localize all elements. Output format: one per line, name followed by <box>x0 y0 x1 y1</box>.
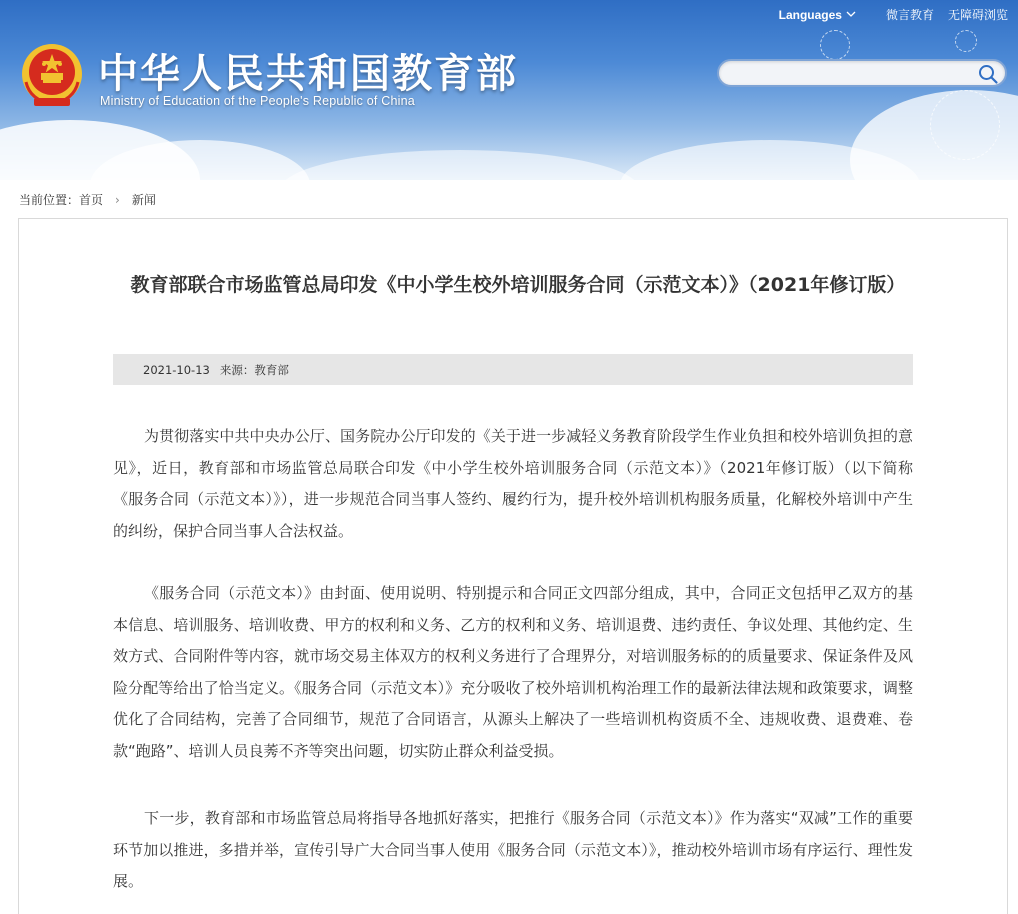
national-emblem-icon <box>20 42 84 110</box>
breadcrumb <box>19 191 156 208</box>
site-title[interactable]: 中华人民共和国教育部 <box>98 51 518 97</box>
article-meta <box>113 354 913 385</box>
breadcrumb-label: 当前位置： <box>19 193 80 207</box>
breadcrumb-home[interactable]: 首页 <box>79 193 104 207</box>
chevron-right-icon: › <box>115 192 120 207</box>
site-subtitle: Ministry of Education of the People's Republic of China <box>100 94 415 108</box>
search-box <box>717 59 1007 87</box>
languages-label: Languages <box>778 7 842 22</box>
top-links <box>779 6 1008 23</box>
site-header <box>0 0 1018 180</box>
dandelion-decoration <box>955 30 977 52</box>
languages-dropdown[interactable] <box>779 8 856 22</box>
article-paragraph: 下一步，教育部和市场监管总局将指导各地抓好落实，把推行《服务合同（示范文本）》作为落实“双减”工作的重要环节加以推进，多措并举，宣传引导广大合同当事人使用《服务合同（示范文本）》，推动校外培训市场有序运行、理性发展。 <box>113 809 913 890</box>
weixin-link[interactable]: 微言教育 <box>885 8 934 22</box>
breadcrumb-current[interactable]: 新闻 <box>131 193 156 207</box>
article-paragraph: 《服务合同（示范文本）》由封面、使用说明、特别提示和合同正文四部分组成，其中，合同正文包括甲乙双方的基本信息、培训服务、培训收费、甲方的权利和义务、乙方的权利和义务、培训退费、违约责任、争议处理、其他约定、生效方式、合同附件等内容，就市场交易主体双方的权利义务进行了合理界分，对培训服务标的的质量要求、保证条件及风险分配等给出了恰当定义。《服务合同（示范文本）》充分吸收了校外培训机构治理工作的最新法律法规和政策要求，调整优化了合同结构，完善了合同细节，规范了合同语言，从源头上解决了一些培训机构资质不全、违规收费、退费难、卷款“跑路”、培训人员良莠不齐等突出问题，切实防止群众利益受损。 <box>113 584 913 760</box>
cloud-decoration <box>280 150 640 180</box>
article-date: 2021-10-13 <box>143 362 210 377</box>
dandelion-decoration <box>820 30 850 60</box>
chevron-down-icon <box>846 11 856 18</box>
article-source: 来源：教育部 <box>219 362 289 377</box>
accessibility-link[interactable]: 无障碍浏览 <box>947 8 1008 22</box>
search-icon[interactable] <box>977 63 999 85</box>
article-title: 教育部联合市场监管总局印发《中小学生校外培训服务合同（示范文本）》（2021年修订版） <box>130 274 906 296</box>
search-input[interactable] <box>731 61 981 85</box>
article-paragraph: 为贯彻落实中共中央办公厅、国务院办公厅印发的《关于进一步减轻义务教育阶段学生作业负担和校外培训负担的意见》，近日，教育部和市场监管总局联合印发《中小学生校外培训服务合同（示范文本）》（2021年修订版）（以下简称《服务合同（示范文本）》），进一步规范合同当事人签约、履约行为，提升校外培训机构服务质量，化解校外培训中产生的纠纷，保护合同当事人合法权益。 <box>113 427 913 540</box>
dandelion-decoration <box>930 90 1000 160</box>
